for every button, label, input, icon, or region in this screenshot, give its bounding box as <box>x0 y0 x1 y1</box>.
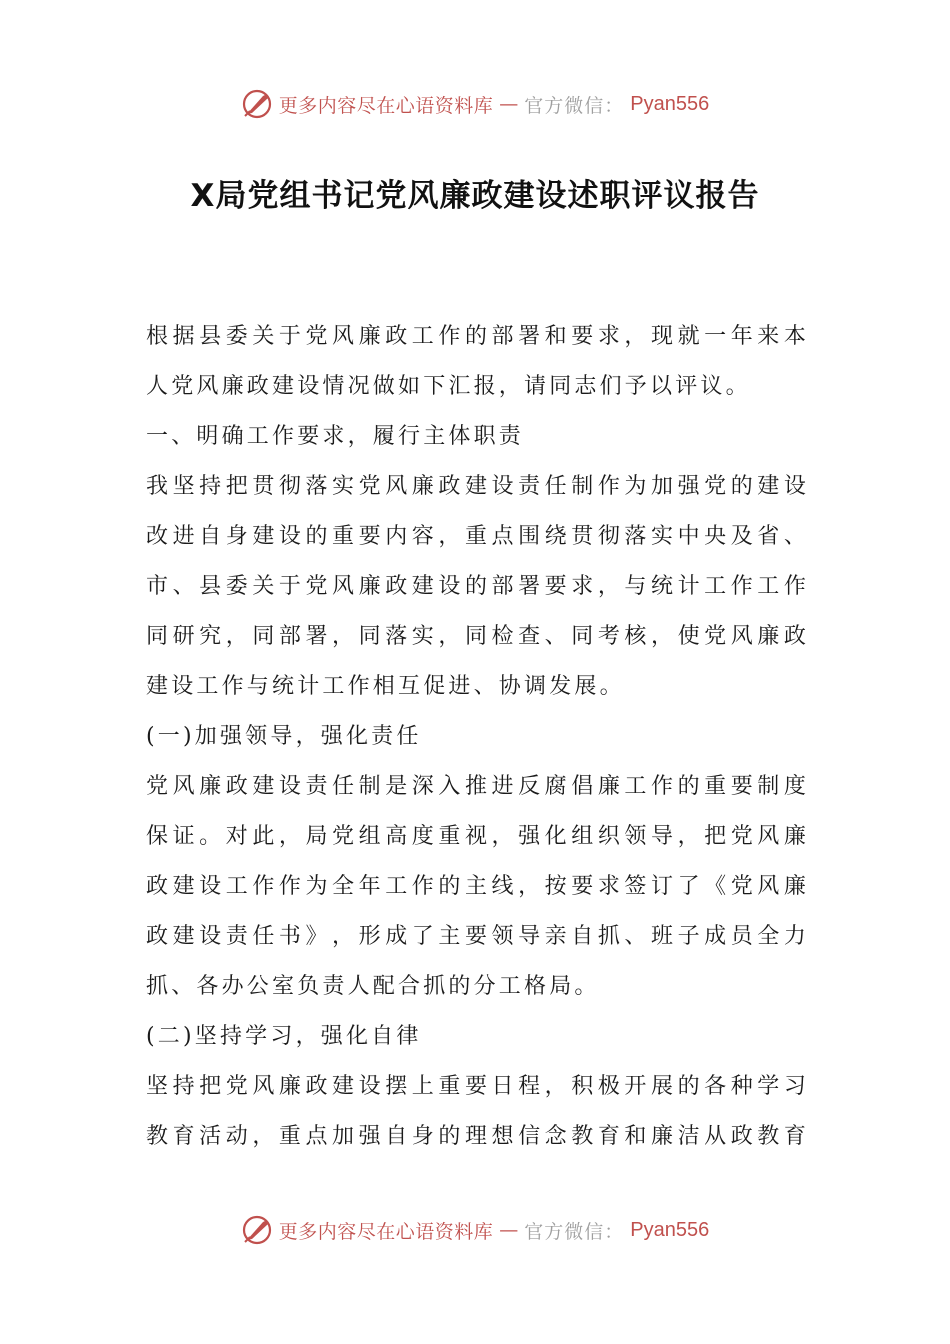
text-line: 我 坚 持 把 贯 彻 落 实 党 风 廉 政 建 设 责 任 制 作 为 加 强 党 的 建 设 <box>146 474 806 499</box>
text-line: 政 建 设 责 任 书 》 ， 形 成 了 主 要 领 导 亲 自 抓 、 班 子 成 员 全 力 <box>146 924 806 949</box>
text-line: 坚 持 把 党 风 廉 政 建 设 摆 上 重 要 日 程 ， 积 极 开 展 的 各 种 学 习 <box>146 1074 806 1099</box>
watermark-official-text: 官方微信： <box>524 1220 625 1243</box>
text-line: 教 育 活 动 ， 重 点 加 强 自 身 的 理 想 信 念 教 育 和 廉 洁 从 政 教 育 <box>146 1124 806 1149</box>
watermark-site-text: 更多内容尽在心语资料库 <box>278 1220 494 1243</box>
header-watermark <box>0 84 950 124</box>
text-line: 一、明确工作要求，履行主体职责 <box>146 424 525 449</box>
watermark-site-text: 更多内容尽在心语资料库 <box>278 94 494 117</box>
text-line: 根 据 县 委 关 于 党 风 廉 政 工 作 的 部 署 和 要 求 ， 现 就 一 年 来 本 <box>146 324 806 349</box>
watermark-dash: — <box>499 93 519 115</box>
watermark-wechat-id: Pyan556 <box>630 92 710 115</box>
quill-logo-icon <box>241 1214 273 1246</box>
text-line: 政 建 设 工 作 作 为 全 年 工 作 的 主 线 ， 按 要 求 签 订 了 《 党 风 廉 <box>146 874 806 899</box>
text-line: 党 风 廉 政 建 设 责 任 制 是 深 入 推 进 反 腐 倡 廉 工 作 的 重 要 制 度 <box>146 774 806 799</box>
watermark-official-text: 官方微信： <box>524 94 625 117</box>
text-line: 建设工作与统计工作相互促进、协调发展。 <box>146 674 625 699</box>
watermark-dash: — <box>499 1219 519 1241</box>
document-body <box>146 312 806 1162</box>
text-line: (一)加强领导，强化责任 <box>146 724 422 749</box>
text-line: 改 进 自 身 建 设 的 重 要 内 容 ， 重 点 围 绕 贯 彻 落 实 中 央 及 省 、 <box>146 524 806 549</box>
text-line: 人党风廉政建设情况做如下汇报，请同志们予以评议。 <box>146 374 751 399</box>
text-line: 同 研 究 ， 同 部 署 ， 同 落 实 ， 同 检 查 、 同 考 核 ， 使 党 风 廉 政 <box>146 624 806 649</box>
watermark-wechat-id: Pyan556 <box>630 1218 710 1241</box>
quill-logo-icon <box>241 88 273 120</box>
text-line: 抓、各办公室负责人配合抓的分工格局。 <box>146 974 600 999</box>
footer-watermark <box>0 1210 950 1250</box>
text-line: (二)坚持学习，强化自律 <box>146 1024 422 1049</box>
document-title: X局党组书记党风廉政建设述职评议报告 <box>190 178 760 214</box>
text-line: 保 证 。 对 此 ， 局 党 组 高 度 重 视 ， 强 化 组 织 领 导 ， 把 党 风 廉 <box>146 824 806 849</box>
text-line: 市 、 县 委 关 于 党 风 廉 政 建 设 的 部 署 要 求 ， 与 统 计 工 作 工 作 <box>146 574 806 599</box>
